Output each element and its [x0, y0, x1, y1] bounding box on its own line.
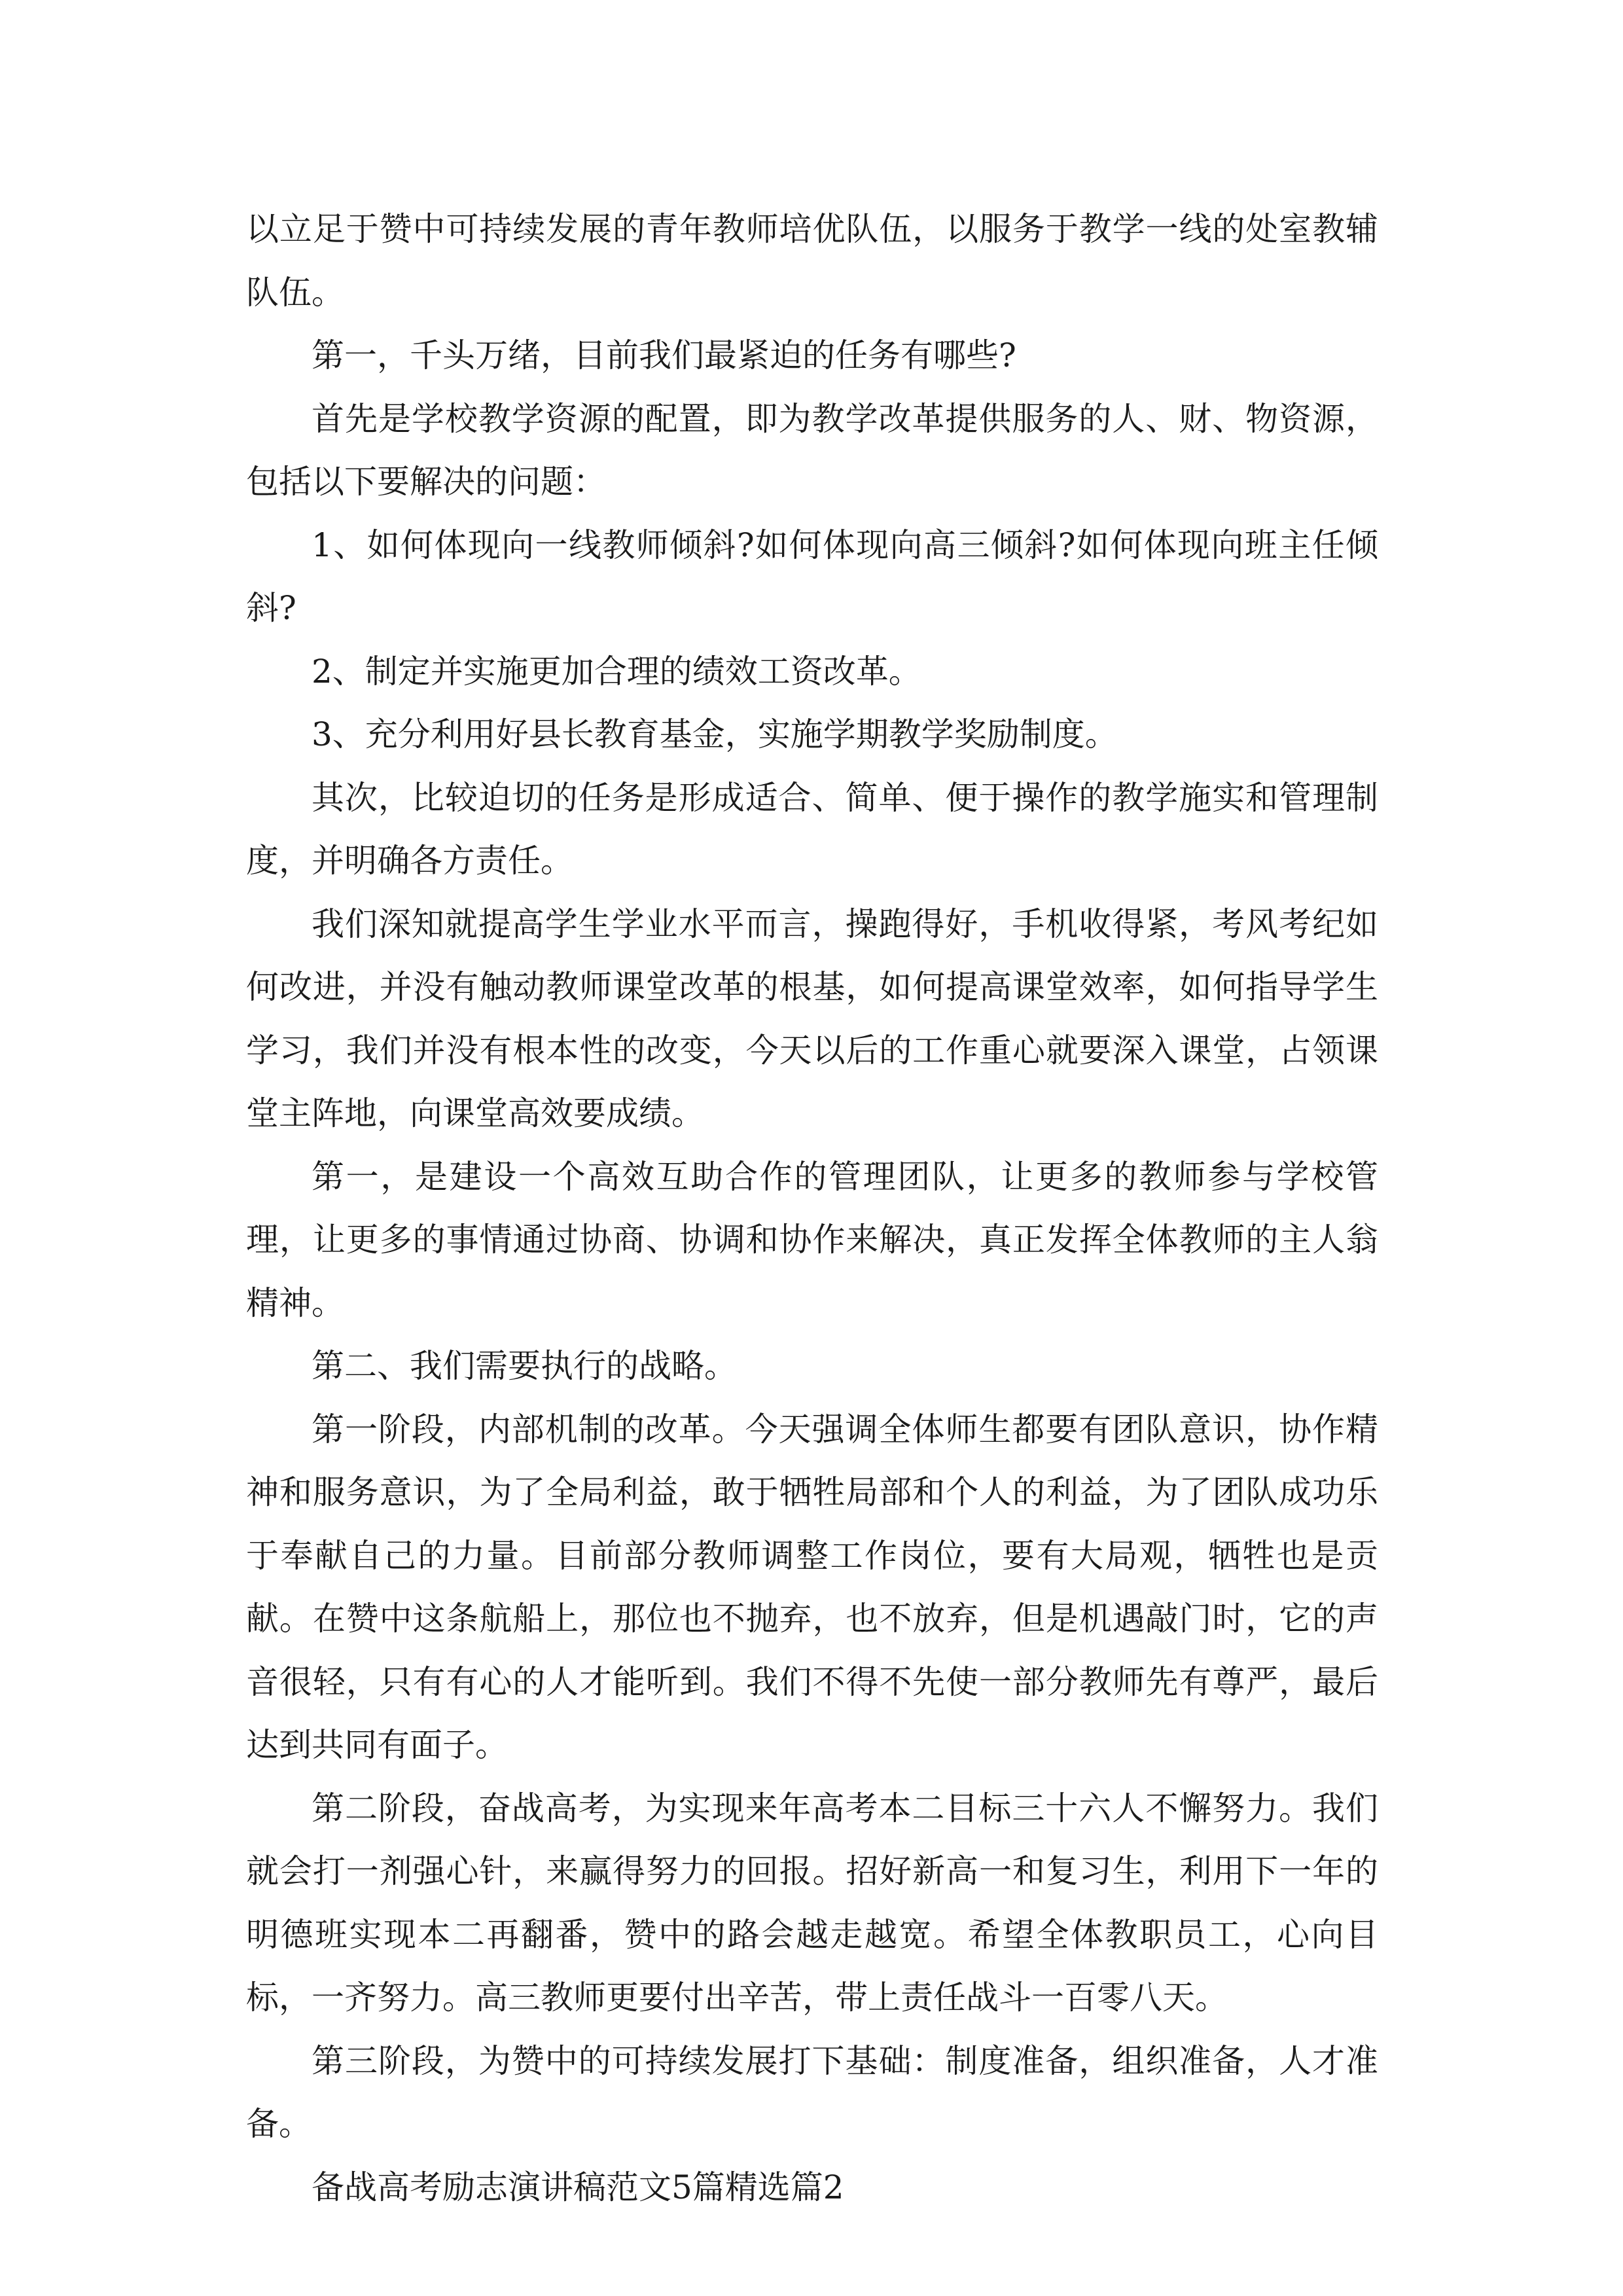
paragraph-7: 其次，比较迫切的任务是形成适合、简单、便于操作的教学施实和管理制度，并明确各方责任。 — [246, 778, 1378, 880]
paragraph-13: 第三阶段，为赞中的可持续发展打下基础：制度准备，组织准备，人才准备。 — [246, 2041, 1378, 2143]
paragraph-1: 以立足于赞中可持续发展的青年教师培优队伍，以服务于教学一线的处室教辅队伍。 — [246, 210, 1378, 312]
paragraph-8: 我们深知就提高学生学业水平而言，操跑得好，手机收得紧，考风考纪如何改进，并没有触动教师课堂改革的根基，如何提高课堂效率，如何指导学生学习，我们并没有根本性的改变，今天以后的工作重心就要深入课堂，占领课堂主阵地，向课堂高效要成绩。 — [246, 905, 1378, 1132]
paragraph-9: 第一，是建设一个高效互助合作的管理团队，让更多的教师参与学校管理，让更多的事情通过协商、协调和协作来解决，真正发挥全体教师的主人翁精神。 — [246, 1157, 1378, 1322]
paragraph-10: 第二、我们需要执行的战略。 — [312, 1347, 737, 1385]
paragraph-4: 1、如何体现向一线教师倾斜?如何体现向高三倾斜?如何体现向班主任倾斜? — [246, 526, 1378, 627]
paragraph-3: 首先是学校教学资源的配置，即为教学改革提供服务的人、财、物资源，包括以下要解决的问题： — [246, 399, 1378, 501]
paragraph-6: 3、充分利用好县长教育基金，实施学期教学奖励制度。 — [312, 715, 1118, 753]
paragraph-5: 2、制定并实施更加合理的绩效工资改革。 — [312, 652, 921, 691]
paragraph-2: 第一，千头万绪，目前我们最紧迫的任务有哪些? — [312, 336, 1016, 374]
document-body — [246, 198, 1378, 2219]
section-heading: 备战高考励志演讲稿范文5篇精选篇2 — [312, 2168, 844, 2206]
paragraph-11: 第一阶段，内部机制的改革。今天强调全体师生都要有团队意识，协作精神和服务意识，为了全局利益，敢于牺牲局部和个人的利益，为了团队成功乐于奉献自己的力量。目前部分教师调整工作岗位，要有大局观，牺牲也是贡献。在赞中这条航船上，那位也不抛弃，也不放弃，但是机遇敲门时，它的声音很轻，只有有心的人才能听到。我们不得不先使一部分教师先有尊严，最后达到共同有面子。 — [246, 1410, 1378, 1764]
paragraph-12: 第二阶段，奋战高考，为实现来年高考本二目标三十六人不懈努力。我们就会打一剂强心针，来赢得努力的回报。招好新高一和复习生，利用下一年的明德班实现本二再翻番，赞中的路会越走越宽。希望全体教职员工，心向目标，一齐努力。高三教师更要付出辛苦，带上责任战斗一百零八天。 — [246, 1789, 1378, 2017]
